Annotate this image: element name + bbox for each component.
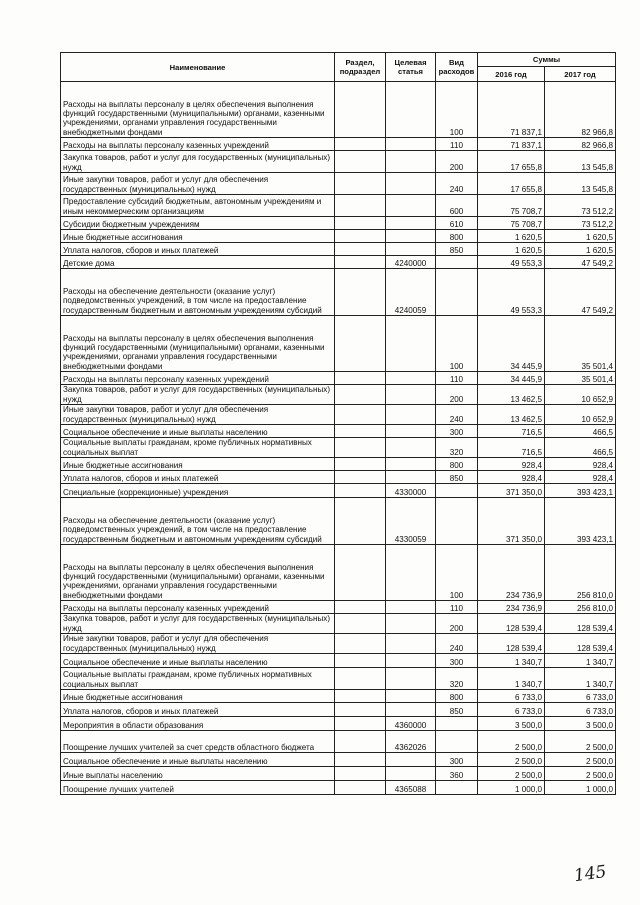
cell-y2017: 6 733,0 bbox=[545, 703, 616, 717]
cell-type: 110 bbox=[436, 372, 478, 385]
cell-target bbox=[386, 438, 436, 458]
cell-y2017: 13 545,8 bbox=[545, 151, 616, 173]
cell-y2017: 128 539,4 bbox=[545, 614, 616, 634]
cell-y2017: 256 810,0 bbox=[545, 545, 616, 601]
cell-target bbox=[386, 385, 436, 405]
cell-y2017: 35 501,4 bbox=[545, 372, 616, 385]
cell-type: 800 bbox=[436, 230, 478, 243]
page-number: 145 bbox=[572, 861, 608, 887]
cell-type: 300 bbox=[436, 753, 478, 767]
cell-target bbox=[386, 173, 436, 195]
cell-target bbox=[386, 471, 436, 484]
cell-y2016: 75 708,7 bbox=[478, 217, 545, 230]
table-row bbox=[61, 668, 616, 690]
cell-target: 4362026 bbox=[386, 731, 436, 753]
cell-type: 100 bbox=[436, 316, 478, 372]
cell-section bbox=[335, 173, 386, 195]
table-row bbox=[61, 458, 616, 471]
cell-y2017: 2 500,0 bbox=[545, 767, 616, 781]
cell-type: 320 bbox=[436, 668, 478, 690]
table-row bbox=[61, 545, 616, 601]
cell-section bbox=[335, 138, 386, 151]
cell-y2016: 234 736,9 bbox=[478, 601, 545, 614]
cell-target bbox=[386, 703, 436, 717]
cell-target bbox=[386, 614, 436, 634]
table-row bbox=[61, 269, 616, 316]
table-row bbox=[61, 484, 616, 498]
cell-type: 100 bbox=[436, 545, 478, 601]
cell-section bbox=[335, 405, 386, 425]
cell-name: Уплата налогов, сборов и иных платежей bbox=[61, 471, 335, 484]
table-row bbox=[61, 614, 616, 634]
cell-section bbox=[335, 82, 386, 138]
cell-target bbox=[386, 690, 436, 703]
header-name: Наименование bbox=[61, 53, 335, 82]
cell-type bbox=[436, 484, 478, 498]
cell-type bbox=[436, 781, 478, 795]
cell-y2016: 128 539,4 bbox=[478, 634, 545, 654]
cell-name: Уплата налогов, сборов и иных платежей bbox=[61, 703, 335, 717]
table-row bbox=[61, 217, 616, 230]
cell-y2016: 49 553,3 bbox=[478, 269, 545, 316]
cell-y2017: 47 549,2 bbox=[545, 269, 616, 316]
table-row bbox=[61, 690, 616, 703]
cell-name: Иные выплаты населению bbox=[61, 767, 335, 781]
cell-target bbox=[386, 316, 436, 372]
cell-y2017: 128 539,4 bbox=[545, 634, 616, 654]
cell-section bbox=[335, 668, 386, 690]
budget-table bbox=[60, 52, 616, 795]
cell-section bbox=[335, 781, 386, 795]
cell-section bbox=[335, 256, 386, 269]
cell-y2017: 256 810,0 bbox=[545, 601, 616, 614]
table-row bbox=[61, 425, 616, 438]
table-row bbox=[61, 498, 616, 545]
cell-type: 600 bbox=[436, 195, 478, 217]
cell-y2017: 82 966,8 bbox=[545, 82, 616, 138]
cell-target bbox=[386, 82, 436, 138]
cell-y2016: 17 655,8 bbox=[478, 173, 545, 195]
table-row bbox=[61, 767, 616, 781]
cell-name: Расходы на выплаты персоналу казенных учреждений bbox=[61, 372, 335, 385]
cell-name: Расходы на выплаты персоналу казенных учреждений bbox=[61, 601, 335, 614]
cell-section bbox=[335, 438, 386, 458]
cell-target bbox=[386, 138, 436, 151]
table-row bbox=[61, 256, 616, 269]
cell-name: Иные бюджетные ассигнования bbox=[61, 230, 335, 243]
cell-y2017: 393 423,1 bbox=[545, 484, 616, 498]
cell-name: Поощрение лучших учителей за счет средств областного бюджета bbox=[61, 731, 335, 753]
cell-name: Социальное обеспечение и иные выплаты населению bbox=[61, 425, 335, 438]
cell-type: 800 bbox=[436, 690, 478, 703]
cell-y2016: 2 500,0 bbox=[478, 753, 545, 767]
table-row bbox=[61, 471, 616, 484]
cell-type: 300 bbox=[436, 654, 478, 668]
cell-type: 320 bbox=[436, 438, 478, 458]
cell-name: Расходы на обеспечение деятельности (оказание услуг) подведомственных учреждений, в том числе на предоставление государственным бюджетным и автономным учреждениям субсидий bbox=[61, 269, 335, 316]
cell-name: Расходы на выплаты персоналу в целях обеспечения выполнения функций государственными (муниципальными) органами, казенными учреждениями, органами управления государственными внебюджетными фондами bbox=[61, 545, 335, 601]
cell-name: Иные закупки товаров, работ и услуг для обеспечения государственных (муниципальных) нужд bbox=[61, 634, 335, 654]
cell-section bbox=[335, 498, 386, 545]
table-row bbox=[61, 82, 616, 138]
cell-type: 100 bbox=[436, 82, 478, 138]
cell-y2016: 49 553,3 bbox=[478, 256, 545, 269]
cell-name: Закупка товаров, работ и услуг для государственных (муниципальных) нужд bbox=[61, 385, 335, 405]
cell-name: Предоставление субсидий бюджетным, автономным учреждениям и иным некоммерческим организациям bbox=[61, 195, 335, 217]
cell-y2016: 371 350,0 bbox=[478, 484, 545, 498]
cell-type: 110 bbox=[436, 138, 478, 151]
cell-section bbox=[335, 269, 386, 316]
table-row bbox=[61, 316, 616, 372]
cell-type bbox=[436, 731, 478, 753]
cell-y2017: 1 620,5 bbox=[545, 243, 616, 256]
cell-type: 200 bbox=[436, 151, 478, 173]
cell-y2017: 47 549,2 bbox=[545, 256, 616, 269]
cell-y2017: 1 000,0 bbox=[545, 781, 616, 795]
header-target: Целевая статья bbox=[386, 53, 436, 82]
cell-y2017: 13 545,8 bbox=[545, 173, 616, 195]
cell-section bbox=[335, 230, 386, 243]
cell-target bbox=[386, 230, 436, 243]
cell-section bbox=[335, 217, 386, 230]
cell-target: 4360000 bbox=[386, 717, 436, 731]
cell-name: Детские дома bbox=[61, 256, 335, 269]
cell-y2016: 716,5 bbox=[478, 425, 545, 438]
cell-name: Социальные выплаты гражданам, кроме публичных нормативных социальных выплат bbox=[61, 668, 335, 690]
cell-section bbox=[335, 654, 386, 668]
cell-target bbox=[386, 767, 436, 781]
cell-y2017: 3 500,0 bbox=[545, 717, 616, 731]
table-row bbox=[61, 385, 616, 405]
table-row bbox=[61, 703, 616, 717]
cell-y2016: 71 837,1 bbox=[478, 138, 545, 151]
cell-section bbox=[335, 316, 386, 372]
cell-type: 240 bbox=[436, 173, 478, 195]
table-row bbox=[61, 230, 616, 243]
cell-section bbox=[335, 634, 386, 654]
cell-y2016: 34 445,9 bbox=[478, 372, 545, 385]
cell-target bbox=[386, 601, 436, 614]
cell-target bbox=[386, 634, 436, 654]
cell-type: 240 bbox=[436, 405, 478, 425]
cell-type bbox=[436, 717, 478, 731]
cell-section bbox=[335, 703, 386, 717]
header-2016: 2016 год bbox=[478, 67, 545, 82]
header-row-top bbox=[61, 53, 616, 67]
cell-section bbox=[335, 484, 386, 498]
table-row bbox=[61, 781, 616, 795]
cell-y2017: 2 500,0 bbox=[545, 731, 616, 753]
cell-y2016: 928,4 bbox=[478, 471, 545, 484]
cell-y2017: 928,4 bbox=[545, 458, 616, 471]
table-row bbox=[61, 634, 616, 654]
cell-name: Расходы на выплаты персоналу в целях обеспечения выполнения функций государственными (муниципальными) органами, казенными учреждениями, органами управления государственными внебюджетными фондами bbox=[61, 316, 335, 372]
table-row bbox=[61, 151, 616, 173]
cell-section bbox=[335, 385, 386, 405]
cell-y2017: 1 620,5 bbox=[545, 230, 616, 243]
cell-y2016: 6 733,0 bbox=[478, 703, 545, 717]
cell-section bbox=[335, 425, 386, 438]
table-row bbox=[61, 601, 616, 614]
cell-y2017: 1 340,7 bbox=[545, 668, 616, 690]
cell-type: 850 bbox=[436, 471, 478, 484]
cell-y2017: 928,4 bbox=[545, 471, 616, 484]
cell-type: 850 bbox=[436, 703, 478, 717]
cell-y2016: 1 340,7 bbox=[478, 654, 545, 668]
table-row bbox=[61, 438, 616, 458]
cell-name: Субсидии бюджетным учреждениям bbox=[61, 217, 335, 230]
cell-section bbox=[335, 731, 386, 753]
cell-y2016: 2 500,0 bbox=[478, 767, 545, 781]
cell-target: 4240000 bbox=[386, 256, 436, 269]
cell-section bbox=[335, 545, 386, 601]
cell-y2017: 73 512,2 bbox=[545, 217, 616, 230]
table-row bbox=[61, 753, 616, 767]
cell-y2017: 466,5 bbox=[545, 438, 616, 458]
cell-y2016: 13 462,5 bbox=[478, 405, 545, 425]
cell-type: 800 bbox=[436, 458, 478, 471]
cell-y2016: 128 539,4 bbox=[478, 614, 545, 634]
cell-type: 850 bbox=[436, 243, 478, 256]
cell-y2016: 1 340,7 bbox=[478, 668, 545, 690]
cell-section bbox=[335, 458, 386, 471]
cell-section bbox=[335, 243, 386, 256]
cell-y2017: 2 500,0 bbox=[545, 753, 616, 767]
cell-section bbox=[335, 717, 386, 731]
cell-y2016: 1 620,5 bbox=[478, 243, 545, 256]
cell-type: 300 bbox=[436, 425, 478, 438]
cell-name: Социальное обеспечение и иные выплаты населению bbox=[61, 654, 335, 668]
cell-target: 4240059 bbox=[386, 269, 436, 316]
table-row bbox=[61, 195, 616, 217]
cell-y2017: 10 652,9 bbox=[545, 385, 616, 405]
cell-y2016: 13 462,5 bbox=[478, 385, 545, 405]
cell-target bbox=[386, 405, 436, 425]
cell-target bbox=[386, 425, 436, 438]
cell-name: Иные закупки товаров, работ и услуг для обеспечения государственных (муниципальных) нужд bbox=[61, 405, 335, 425]
cell-type bbox=[436, 256, 478, 269]
table-row bbox=[61, 243, 616, 256]
cell-target bbox=[386, 372, 436, 385]
cell-y2017: 393 423,1 bbox=[545, 498, 616, 545]
table-row bbox=[61, 654, 616, 668]
table-row bbox=[61, 372, 616, 385]
cell-y2017: 6 733,0 bbox=[545, 690, 616, 703]
cell-target bbox=[386, 545, 436, 601]
cell-name: Закупка товаров, работ и услуг для государственных (муниципальных) нужд bbox=[61, 151, 335, 173]
cell-name: Расходы на выплаты персоналу в целях обеспечения выполнения функций государственными (муниципальными) органами, казенными учреждениями, органами управления государственными внебюджетными фондами bbox=[61, 82, 335, 138]
cell-type: 610 bbox=[436, 217, 478, 230]
cell-y2017: 466,5 bbox=[545, 425, 616, 438]
cell-name: Иные закупки товаров, работ и услуг для обеспечения государственных (муниципальных) нужд bbox=[61, 173, 335, 195]
cell-target bbox=[386, 195, 436, 217]
cell-section bbox=[335, 471, 386, 484]
cell-y2016: 6 733,0 bbox=[478, 690, 545, 703]
cell-section bbox=[335, 767, 386, 781]
cell-y2016: 3 500,0 bbox=[478, 717, 545, 731]
cell-name: Уплата налогов, сборов и иных платежей bbox=[61, 243, 335, 256]
table-row bbox=[61, 138, 616, 151]
cell-section bbox=[335, 690, 386, 703]
table-row bbox=[61, 731, 616, 753]
cell-type: 200 bbox=[436, 385, 478, 405]
cell-target: 4330000 bbox=[386, 484, 436, 498]
header-section: Раздел, подраздел bbox=[335, 53, 386, 82]
cell-section bbox=[335, 614, 386, 634]
cell-y2017: 35 501,4 bbox=[545, 316, 616, 372]
cell-type bbox=[436, 269, 478, 316]
cell-y2016: 1 000,0 bbox=[478, 781, 545, 795]
cell-name: Социальное обеспечение и иные выплаты населению bbox=[61, 753, 335, 767]
table-body bbox=[61, 82, 616, 795]
cell-y2016: 928,4 bbox=[478, 458, 545, 471]
cell-target bbox=[386, 458, 436, 471]
cell-y2016: 2 500,0 bbox=[478, 731, 545, 753]
cell-y2016: 71 837,1 bbox=[478, 82, 545, 138]
cell-target: 4330059 bbox=[386, 498, 436, 545]
cell-type: 110 bbox=[436, 601, 478, 614]
cell-name: Иные бюджетные ассигнования bbox=[61, 458, 335, 471]
cell-y2016: 75 708,7 bbox=[478, 195, 545, 217]
cell-section bbox=[335, 601, 386, 614]
cell-target bbox=[386, 243, 436, 256]
cell-type bbox=[436, 498, 478, 545]
table-row bbox=[61, 173, 616, 195]
cell-target: 4365088 bbox=[386, 781, 436, 795]
cell-section bbox=[335, 195, 386, 217]
cell-y2016: 1 620,5 bbox=[478, 230, 545, 243]
cell-target bbox=[386, 753, 436, 767]
table-row bbox=[61, 717, 616, 731]
cell-y2016: 716,5 bbox=[478, 438, 545, 458]
cell-y2017: 10 652,9 bbox=[545, 405, 616, 425]
cell-type: 200 bbox=[436, 614, 478, 634]
cell-y2016: 371 350,0 bbox=[478, 498, 545, 545]
cell-name: Специальные (коррекционные) учреждения bbox=[61, 484, 335, 498]
cell-target bbox=[386, 217, 436, 230]
header-sums: Суммы bbox=[478, 53, 616, 67]
cell-y2017: 1 340,7 bbox=[545, 654, 616, 668]
cell-name: Поощрение лучших учителей bbox=[61, 781, 335, 795]
cell-section bbox=[335, 372, 386, 385]
cell-y2016: 34 445,9 bbox=[478, 316, 545, 372]
cell-target bbox=[386, 654, 436, 668]
cell-name: Закупка товаров, работ и услуг для государственных (муниципальных) нужд bbox=[61, 614, 335, 634]
header-type: Вид расходов bbox=[436, 53, 478, 82]
cell-name: Мероприятия в области образования bbox=[61, 717, 335, 731]
cell-name: Социальные выплаты гражданам, кроме публичных нормативных социальных выплат bbox=[61, 438, 335, 458]
cell-target bbox=[386, 668, 436, 690]
cell-y2016: 17 655,8 bbox=[478, 151, 545, 173]
cell-section bbox=[335, 151, 386, 173]
cell-target bbox=[386, 151, 436, 173]
cell-section bbox=[335, 753, 386, 767]
cell-name: Расходы на выплаты персоналу казенных учреждений bbox=[61, 138, 335, 151]
cell-type: 240 bbox=[436, 634, 478, 654]
table-row bbox=[61, 405, 616, 425]
header-2017: 2017 год bbox=[545, 67, 616, 82]
cell-type: 360 bbox=[436, 767, 478, 781]
cell-y2016: 234 736,9 bbox=[478, 545, 545, 601]
cell-y2017: 82 966,8 bbox=[545, 138, 616, 151]
cell-y2017: 73 512,2 bbox=[545, 195, 616, 217]
cell-name: Расходы на обеспечение деятельности (оказание услуг) подведомственных учреждений, в том числе на предоставление государственным бюджетным и автономным учреждениям субсидий bbox=[61, 498, 335, 545]
cell-name: Иные бюджетные ассигнования bbox=[61, 690, 335, 703]
